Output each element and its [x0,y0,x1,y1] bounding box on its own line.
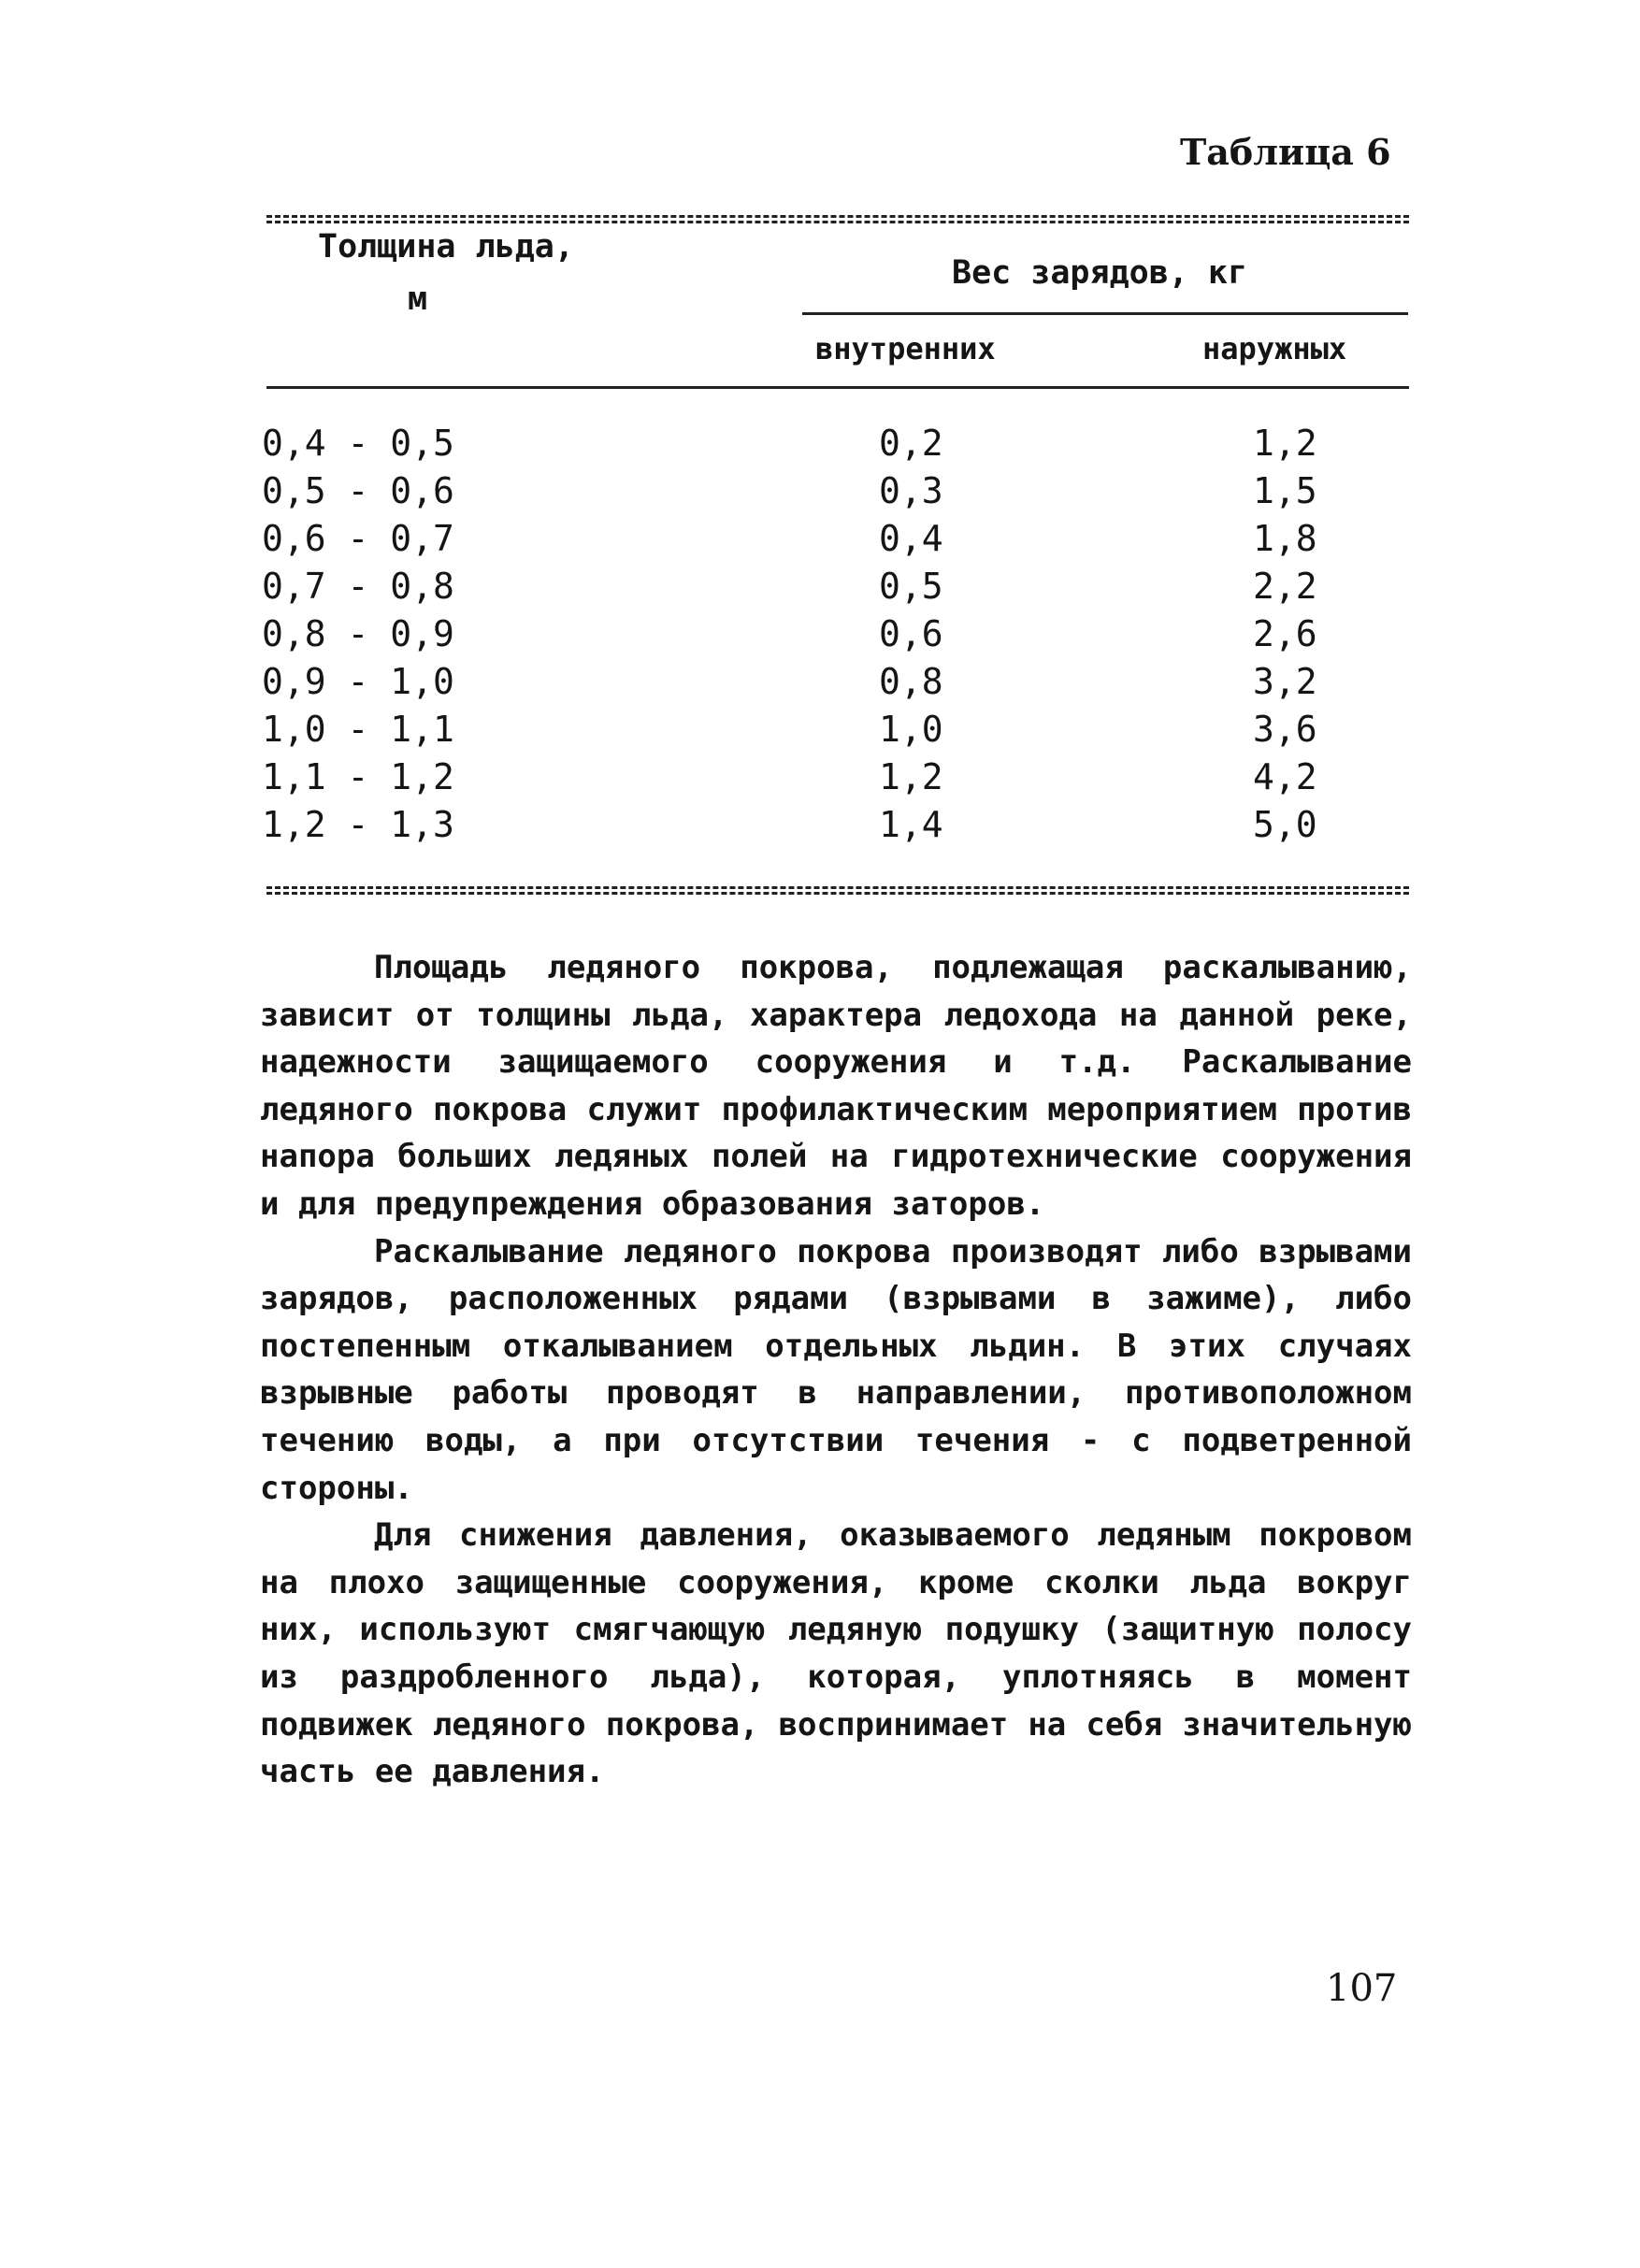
table-row [262,423,1328,470]
cell-thickness-range: 1,1 - 1,2 [262,756,454,797]
page-number: 107 [1326,1967,1398,2010]
cell-thickness-range: 1,2 - 1,3 [262,804,454,845]
cell-thickness-range: 0,4 - 0,5 [262,423,454,464]
cell-thickness-range: 0,8 - 0,9 [262,613,454,654]
cell-inner-charge: 0,4 [879,518,943,559]
cell-thickness-range: 0,5 - 0,6 [262,470,454,511]
header-inner: внутренних [815,331,996,366]
cell-thickness-range: 0,7 - 0,8 [262,566,454,607]
table-row [262,613,1328,661]
cell-inner-charge: 1,0 [879,709,943,750]
cell-inner-charge: 1,4 [879,804,943,845]
cell-inner-charge: 0,8 [879,661,943,702]
cell-outer-charge: 3,6 [1253,709,1317,750]
header-charge-weight: Вес зарядов, кг [952,254,1248,292]
paragraph: Площадь ледяного покрова, подлежащая раскалыванию, зависит от толщины льда, характера ледохода на данной реке, надежности защищаемого сооружения и т.д. Раскалывание ледяного покрова служит профилактическим мероприятием против напора больших ледяных полей на гидротехнические сооружения и для предупреждения образования заторов. [260,949,1412,1223]
cell-inner-charge: 0,6 [879,613,943,654]
cell-inner-charge: 0,2 [879,423,943,464]
table-bottom-rule [266,886,1409,895]
cell-outer-charge: 4,2 [1253,756,1317,797]
cell-outer-charge: 1,5 [1253,470,1317,511]
cell-inner-charge: 0,5 [879,566,943,607]
cell-outer-charge: 3,2 [1253,661,1317,702]
header-thickness-unit: м [408,280,428,318]
table-caption: Таблица 6 [1180,131,1391,173]
header-sub-rule [802,312,1408,315]
header-outer: наружных [1202,331,1347,366]
cell-thickness-range: 1,0 - 1,1 [262,709,454,750]
cell-thickness-range: 0,6 - 0,7 [262,518,454,559]
table-row [262,804,1328,852]
table-row [262,756,1328,804]
cell-inner-charge: 1,2 [879,756,943,797]
cell-outer-charge: 2,2 [1253,566,1317,607]
table-top-rule [266,215,1409,223]
table-row [262,518,1328,566]
body-text [260,944,1412,1796]
table-row [262,709,1328,756]
header-bottom-rule [266,386,1409,389]
cell-outer-charge: 1,2 [1253,423,1317,464]
table-row [262,661,1328,709]
cell-outer-charge: 2,6 [1253,613,1317,654]
table-row [262,470,1328,518]
cell-inner-charge: 0,3 [879,470,943,511]
cell-thickness-range: 0,9 - 1,0 [262,661,454,702]
cell-outer-charge: 1,8 [1253,518,1317,559]
paragraph: Для снижения давления, оказываемого ледяным покровом на плохо защищенные сооружения, кроме сколки льда вокруг них, используют смягчающую ледяную подушку (защитную полосу из раздробленного льда), которая, уплотняясь в момент подвижек ледяного покрова, воспринимает на себя значительную часть ее давления. [260,1516,1412,1791]
cell-outer-charge: 5,0 [1253,804,1317,845]
header-thickness: Толщина льда, [318,228,574,266]
table-body [262,423,1328,852]
table-row [262,566,1328,613]
paragraph: Раскалывание ледяного покрова производят либо взрывами зарядов, расположенных рядами (взрывами в зажиме), либо постепенным откалыванием отдельных льдин. В этих случаях взрывные работы проводят в направлении, противоположном течению воды, а при отсутствии течения - с подветренной стороны. [260,1232,1412,1507]
